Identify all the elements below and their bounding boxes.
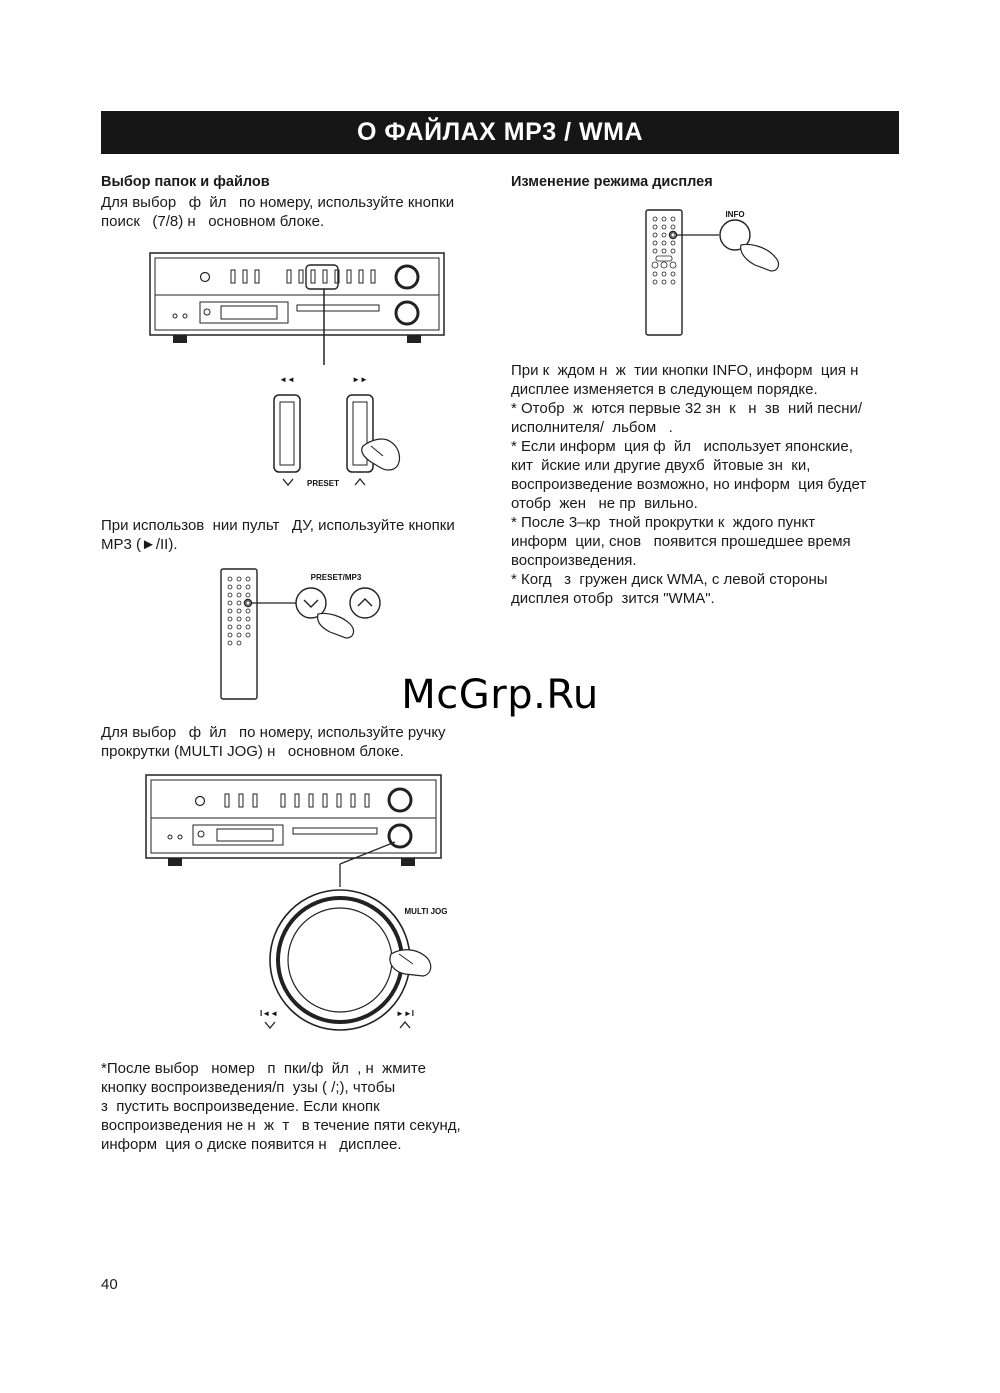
next-track-symbol: ►►I — [395, 1009, 415, 1018]
multi-jog-label: MULTI JOG — [404, 907, 448, 916]
main-unit-preset-illustration — [145, 250, 455, 495]
info-label: INFO — [725, 210, 745, 219]
preset-mp3-label: PRESET/MP3 — [310, 573, 362, 582]
section-heading-display-mode: Изменение режима дисплея — [511, 174, 713, 190]
paragraph-info-display: При к ждом н ж тии кнопки INFO, информ ция н дисплее изменяется в следующем порядке. * Отобр ж ются первые 32 зн к н зв ний песни/ исполнителя/ льбом . * Если информ ция ф йл использует японские, кит йские или другие двухб йтовые зн ки, воспроизведение возможно, но информ ция будет отобр жен не пр вильно. * После 3–кр тной прокрутки к ждого пункт информ ции, снов появится прошедшее время воспроизведения. * Когд з гружен диск WMA, с левой стороны дисплея отобр зится "WMA". — [511, 362, 867, 607]
main-unit-multi-jog-illustration — [143, 772, 461, 1034]
preset-label: PRESET — [306, 479, 340, 488]
paragraph-multi-jog: Для выбор ф йл по номеру, используйте ручку прокрутки (MULTI JOG) н основном блоке. — [101, 724, 446, 760]
remote-info-button-illustration — [643, 205, 793, 340]
paragraph-search-buttons: Для выбор ф йл по номеру, используйте кнопки поиск (7/8) н основном блоке. — [101, 194, 455, 230]
paragraph-remote-mp3: При использов нии пульт ДУ, используйте кнопки MP3 (►/II). — [101, 517, 455, 553]
paragraph-after-selection: *После выбор номер п пки/ф йл , н жмите кнопку воспроизведения/п узы ( /;), чтобы з пустить воспроизведение. Если кнопк воспроизведения не н ж т в течение пяти секунд, информ ция о диске появится н дисплее. — [101, 1060, 461, 1153]
rewind-symbol: ◄◄ — [279, 375, 295, 384]
watermark: McGrp.Ru — [401, 672, 599, 718]
page-title: О ФАЙЛАХ MP3 / WMA — [101, 111, 899, 154]
forward-symbol: ►► — [352, 375, 368, 384]
previous-track-symbol: I◄◄ — [259, 1009, 279, 1018]
page-number: 40 — [101, 1276, 118, 1293]
section-heading-folders-files: Выбор папок и файлов — [101, 174, 270, 190]
